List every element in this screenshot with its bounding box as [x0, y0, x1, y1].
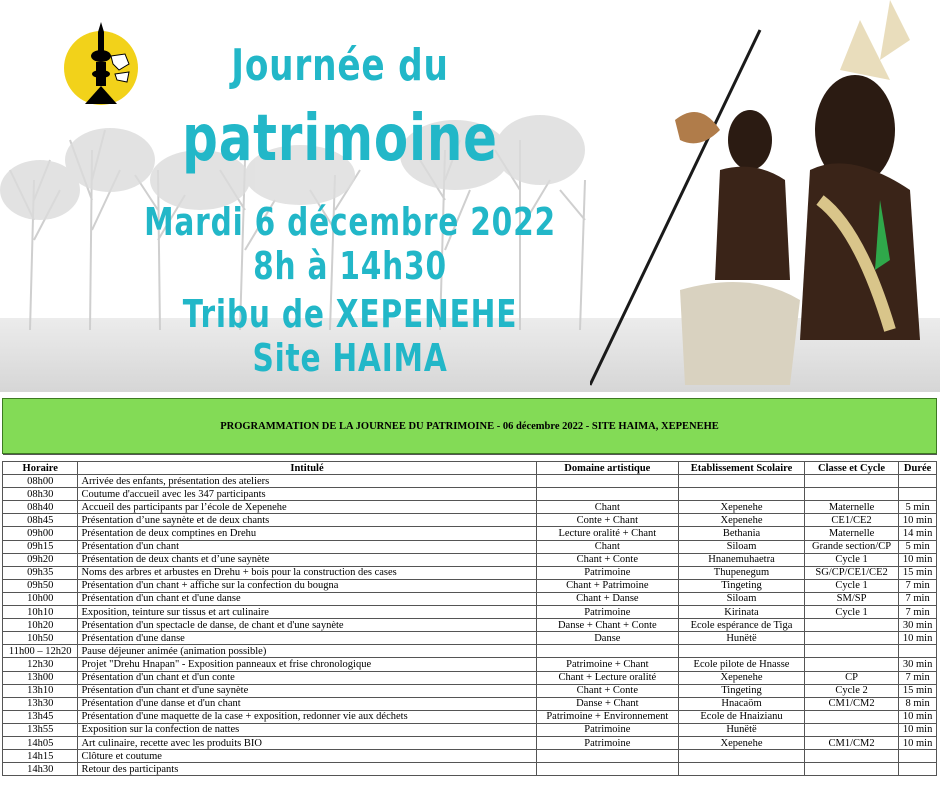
cell-domaine: Patrimoine + Environnement [536, 710, 679, 723]
table-row [3, 671, 937, 684]
cell-horaire: 10h20 [3, 619, 78, 632]
table-row [3, 606, 937, 619]
table-row [3, 566, 937, 579]
cell-classe [804, 763, 898, 776]
cell-intitule: Coutume d'accueil avec les 347 participants [78, 488, 536, 501]
cell-intitule: Présentation d'un chant et d'une danse [78, 592, 536, 605]
cell-duree: 30 min [899, 619, 937, 632]
table-body [3, 475, 937, 776]
cell-classe: Cycle 2 [804, 684, 898, 697]
cell-horaire: 09h50 [3, 579, 78, 592]
cell-domaine: Chant + Conte [536, 553, 679, 566]
cell-duree: 7 min [899, 592, 937, 605]
cell-intitule: Présentation d'une maquette de la case + exposition, redonner vie aux déchets [78, 710, 536, 723]
cell-duree [899, 763, 937, 776]
cell-classe: Cycle 1 [804, 553, 898, 566]
cell-domaine: Chant [536, 540, 679, 553]
cell-etablissement [679, 750, 805, 763]
cell-etablissement: Tingeting [679, 579, 805, 592]
cell-duree: 8 min [899, 697, 937, 710]
table-row [3, 736, 937, 749]
cell-intitule: Projet "Drehu Hnapan" - Exposition panneaux et frise chronologique [78, 658, 536, 671]
table-row [3, 697, 937, 710]
cell-classe: CP [804, 671, 898, 684]
cell-horaire: 09h15 [3, 540, 78, 553]
table-header-row [3, 462, 937, 475]
cell-horaire: 13h10 [3, 684, 78, 697]
cell-duree: 10 min [899, 736, 937, 749]
cell-domaine: Patrimoine [536, 736, 679, 749]
table-row [3, 645, 937, 658]
cell-duree: 5 min [899, 540, 937, 553]
cell-domaine: Chant + Danse [536, 592, 679, 605]
header-etablissement: Etablissement Scolaire [679, 462, 805, 475]
cell-duree: 10 min [899, 723, 937, 736]
cell-etablissement: Hunëtë [679, 632, 805, 645]
cell-intitule: Clôture et coutume [78, 750, 536, 763]
table-row [3, 723, 937, 736]
cell-intitule: Exposition sur la confection de nattes [78, 723, 536, 736]
header-duree: Durée [899, 462, 937, 475]
cell-domaine: Chant + Conte [536, 684, 679, 697]
cell-etablissement [679, 763, 805, 776]
cell-horaire: 13h55 [3, 723, 78, 736]
cell-classe: CM1/CM2 [804, 736, 898, 749]
cell-domaine: Patrimoine + Chant [536, 658, 679, 671]
cell-duree: 10 min [899, 553, 937, 566]
cell-classe: SM/SP [804, 592, 898, 605]
cell-horaire: 10h00 [3, 592, 78, 605]
cell-domaine: Patrimoine [536, 723, 679, 736]
cell-domaine: Chant + Lecture oralité [536, 671, 679, 684]
cell-horaire: 14h05 [3, 736, 78, 749]
cell-horaire: 08h45 [3, 514, 78, 527]
performers-photo [590, 0, 940, 390]
cell-intitule: Présentation d'un chant et d'un conte [78, 671, 536, 684]
cell-etablissement: Siloam [679, 540, 805, 553]
cell-domaine: Danse [536, 632, 679, 645]
cell-horaire: 08h40 [3, 501, 78, 514]
cell-etablissement: Xepenehe [679, 671, 805, 684]
cell-etablissement: Hnacaöm [679, 697, 805, 710]
cell-intitule: Présentation d'un chant [78, 540, 536, 553]
cell-etablissement: Thupenegum [679, 566, 805, 579]
cell-duree: 5 min [899, 501, 937, 514]
cell-domaine: Chant + Patrimoine [536, 579, 679, 592]
table-spacer [3, 455, 937, 462]
cell-horaire: 10h50 [3, 632, 78, 645]
cell-duree [899, 475, 937, 488]
cell-classe: Grande section/CP [804, 540, 898, 553]
cell-duree: 10 min [899, 632, 937, 645]
table-row [3, 592, 937, 605]
cell-domaine: Patrimoine [536, 606, 679, 619]
table-row [3, 632, 937, 645]
cell-classe [804, 750, 898, 763]
cell-horaire: 11h00 – 12h20 [3, 645, 78, 658]
cell-classe: CE1/CE2 [804, 514, 898, 527]
cell-classe [804, 645, 898, 658]
cell-etablissement: Hnanemuhaetra [679, 553, 805, 566]
cell-classe [804, 710, 898, 723]
cell-intitule: Présentation d'un chant et d'une saynète [78, 684, 536, 697]
cell-duree [899, 750, 937, 763]
cell-intitule: Présentation de deux comptines en Drehu [78, 527, 536, 540]
cell-duree [899, 488, 937, 501]
cell-etablissement [679, 645, 805, 658]
cell-horaire: 13h30 [3, 697, 78, 710]
table-row [3, 501, 937, 514]
table-row [3, 710, 937, 723]
cell-duree: 14 min [899, 527, 937, 540]
cell-horaire: 08h30 [3, 488, 78, 501]
cell-domaine: Conte + Chant [536, 514, 679, 527]
cell-duree [899, 645, 937, 658]
table-row [3, 579, 937, 592]
hero-location: Tribu de XEPENEHE [182, 292, 518, 336]
cell-intitule: Noms des arbres et arbustes en Drehu + bois pour la construction des cases [78, 566, 536, 579]
table-row [3, 658, 937, 671]
cell-intitule: Présentation d'une danse et d'un chant [78, 697, 536, 710]
hero-title-line2: patrimoine [182, 102, 498, 176]
cell-etablissement: Ecole espérance de Tiga [679, 619, 805, 632]
cell-etablissement: Ecole pilote de Hnasse [679, 658, 805, 671]
cell-etablissement [679, 488, 805, 501]
cell-etablissement: Xepenehe [679, 501, 805, 514]
cell-etablissement: Xepenehe [679, 514, 805, 527]
cell-etablissement: Bethania [679, 527, 805, 540]
cell-etablissement: Siloam [679, 592, 805, 605]
cell-horaire: 13h00 [3, 671, 78, 684]
cell-domaine [536, 475, 679, 488]
cell-domaine [536, 488, 679, 501]
cell-intitule: Retour des participants [78, 763, 536, 776]
cell-intitule: Présentation d'une danse [78, 632, 536, 645]
hero-time: 8h à 14h30 [253, 244, 447, 288]
cell-classe [804, 658, 898, 671]
header-classe: Classe et Cycle [804, 462, 898, 475]
cell-domaine [536, 750, 679, 763]
table-row [3, 540, 937, 553]
cell-intitule: Présentation d'un spectacle de danse, de chant et d'une saynète [78, 619, 536, 632]
cell-classe: Cycle 1 [804, 606, 898, 619]
cell-domaine: Danse + Chant + Conte [536, 619, 679, 632]
cell-horaire: 09h35 [3, 566, 78, 579]
cell-horaire: 08h00 [3, 475, 78, 488]
cell-intitule: Accueil des participants par l’école de Xepenehe [78, 501, 536, 514]
header-horaire: Horaire [3, 462, 78, 475]
table-row [3, 750, 937, 763]
cell-horaire: 10h10 [3, 606, 78, 619]
table-row [3, 619, 937, 632]
cell-intitule: Arrivée des enfants, présentation des ateliers [78, 475, 536, 488]
cell-horaire: 14h15 [3, 750, 78, 763]
cell-intitule: Présentation d’une saynète et de deux chants [78, 514, 536, 527]
cell-intitule: Art culinaire, recette avec les produits BIO [78, 736, 536, 749]
cell-classe [804, 632, 898, 645]
cell-classe [804, 488, 898, 501]
cell-horaire: 12h30 [3, 658, 78, 671]
schedule-table [2, 454, 937, 776]
cell-etablissement: Xepenehe [679, 736, 805, 749]
cell-duree: 7 min [899, 671, 937, 684]
cell-domaine: Patrimoine [536, 566, 679, 579]
cell-etablissement: Kirinata [679, 606, 805, 619]
cell-horaire: 13h45 [3, 710, 78, 723]
cell-classe: Maternelle [804, 501, 898, 514]
cell-classe [804, 475, 898, 488]
cell-etablissement: Hunëtë [679, 723, 805, 736]
cell-duree: 10 min [899, 514, 937, 527]
cell-horaire: 09h20 [3, 553, 78, 566]
table-row [3, 763, 937, 776]
cell-etablissement [679, 475, 805, 488]
cell-horaire: 09h00 [3, 527, 78, 540]
hero-banner [0, 0, 940, 392]
cell-duree: 7 min [899, 606, 937, 619]
hero-site: Site HAIMA [252, 336, 448, 380]
table-row [3, 684, 937, 697]
cell-intitule: Présentation d'un chant + affiche sur la confection du bougna [78, 579, 536, 592]
cell-domaine: Danse + Chant [536, 697, 679, 710]
cell-duree: 15 min [899, 566, 937, 579]
cell-domaine [536, 645, 679, 658]
table-row [3, 514, 937, 527]
cell-intitule: Pause déjeuner animée (animation possible) [78, 645, 536, 658]
cell-domaine: Chant [536, 501, 679, 514]
cell-intitule: Exposition, teinture sur tissus et art culinaire [78, 606, 536, 619]
cell-duree: 10 min [899, 710, 937, 723]
cell-duree: 15 min [899, 684, 937, 697]
table-row [3, 553, 937, 566]
cell-domaine [536, 763, 679, 776]
cell-horaire: 14h30 [3, 763, 78, 776]
header-intitule: Intitulé [78, 462, 536, 475]
table-row [3, 527, 937, 540]
cell-etablissement: Tingeting [679, 684, 805, 697]
cell-duree: 30 min [899, 658, 937, 671]
cell-domaine: Lecture oralité + Chant [536, 527, 679, 540]
cell-etablissement: Ecole de Hnaizianu [679, 710, 805, 723]
cell-classe: Cycle 1 [804, 579, 898, 592]
cell-classe: Maternelle [804, 527, 898, 540]
table-row [3, 488, 937, 501]
cell-classe [804, 619, 898, 632]
hero-title-line1: Journée du [231, 40, 449, 91]
cell-duree: 7 min [899, 579, 937, 592]
cell-intitule: Présentation de deux chants et d’une saynète [78, 553, 536, 566]
cell-classe: SG/CP/CE1/CE2 [804, 566, 898, 579]
hero-date: Mardi 6 décembre 2022 [144, 200, 556, 244]
header-domaine: Domaine artistique [536, 462, 679, 475]
schedule-section [2, 398, 937, 776]
schedule-banner: PROGRAMMATION DE LA JOURNEE DU PATRIMOINE - 06 décembre 2022 - SITE HAIMA, XEPENEHE [2, 398, 937, 454]
cell-classe [804, 723, 898, 736]
cell-classe: CM1/CM2 [804, 697, 898, 710]
table-row [3, 475, 937, 488]
